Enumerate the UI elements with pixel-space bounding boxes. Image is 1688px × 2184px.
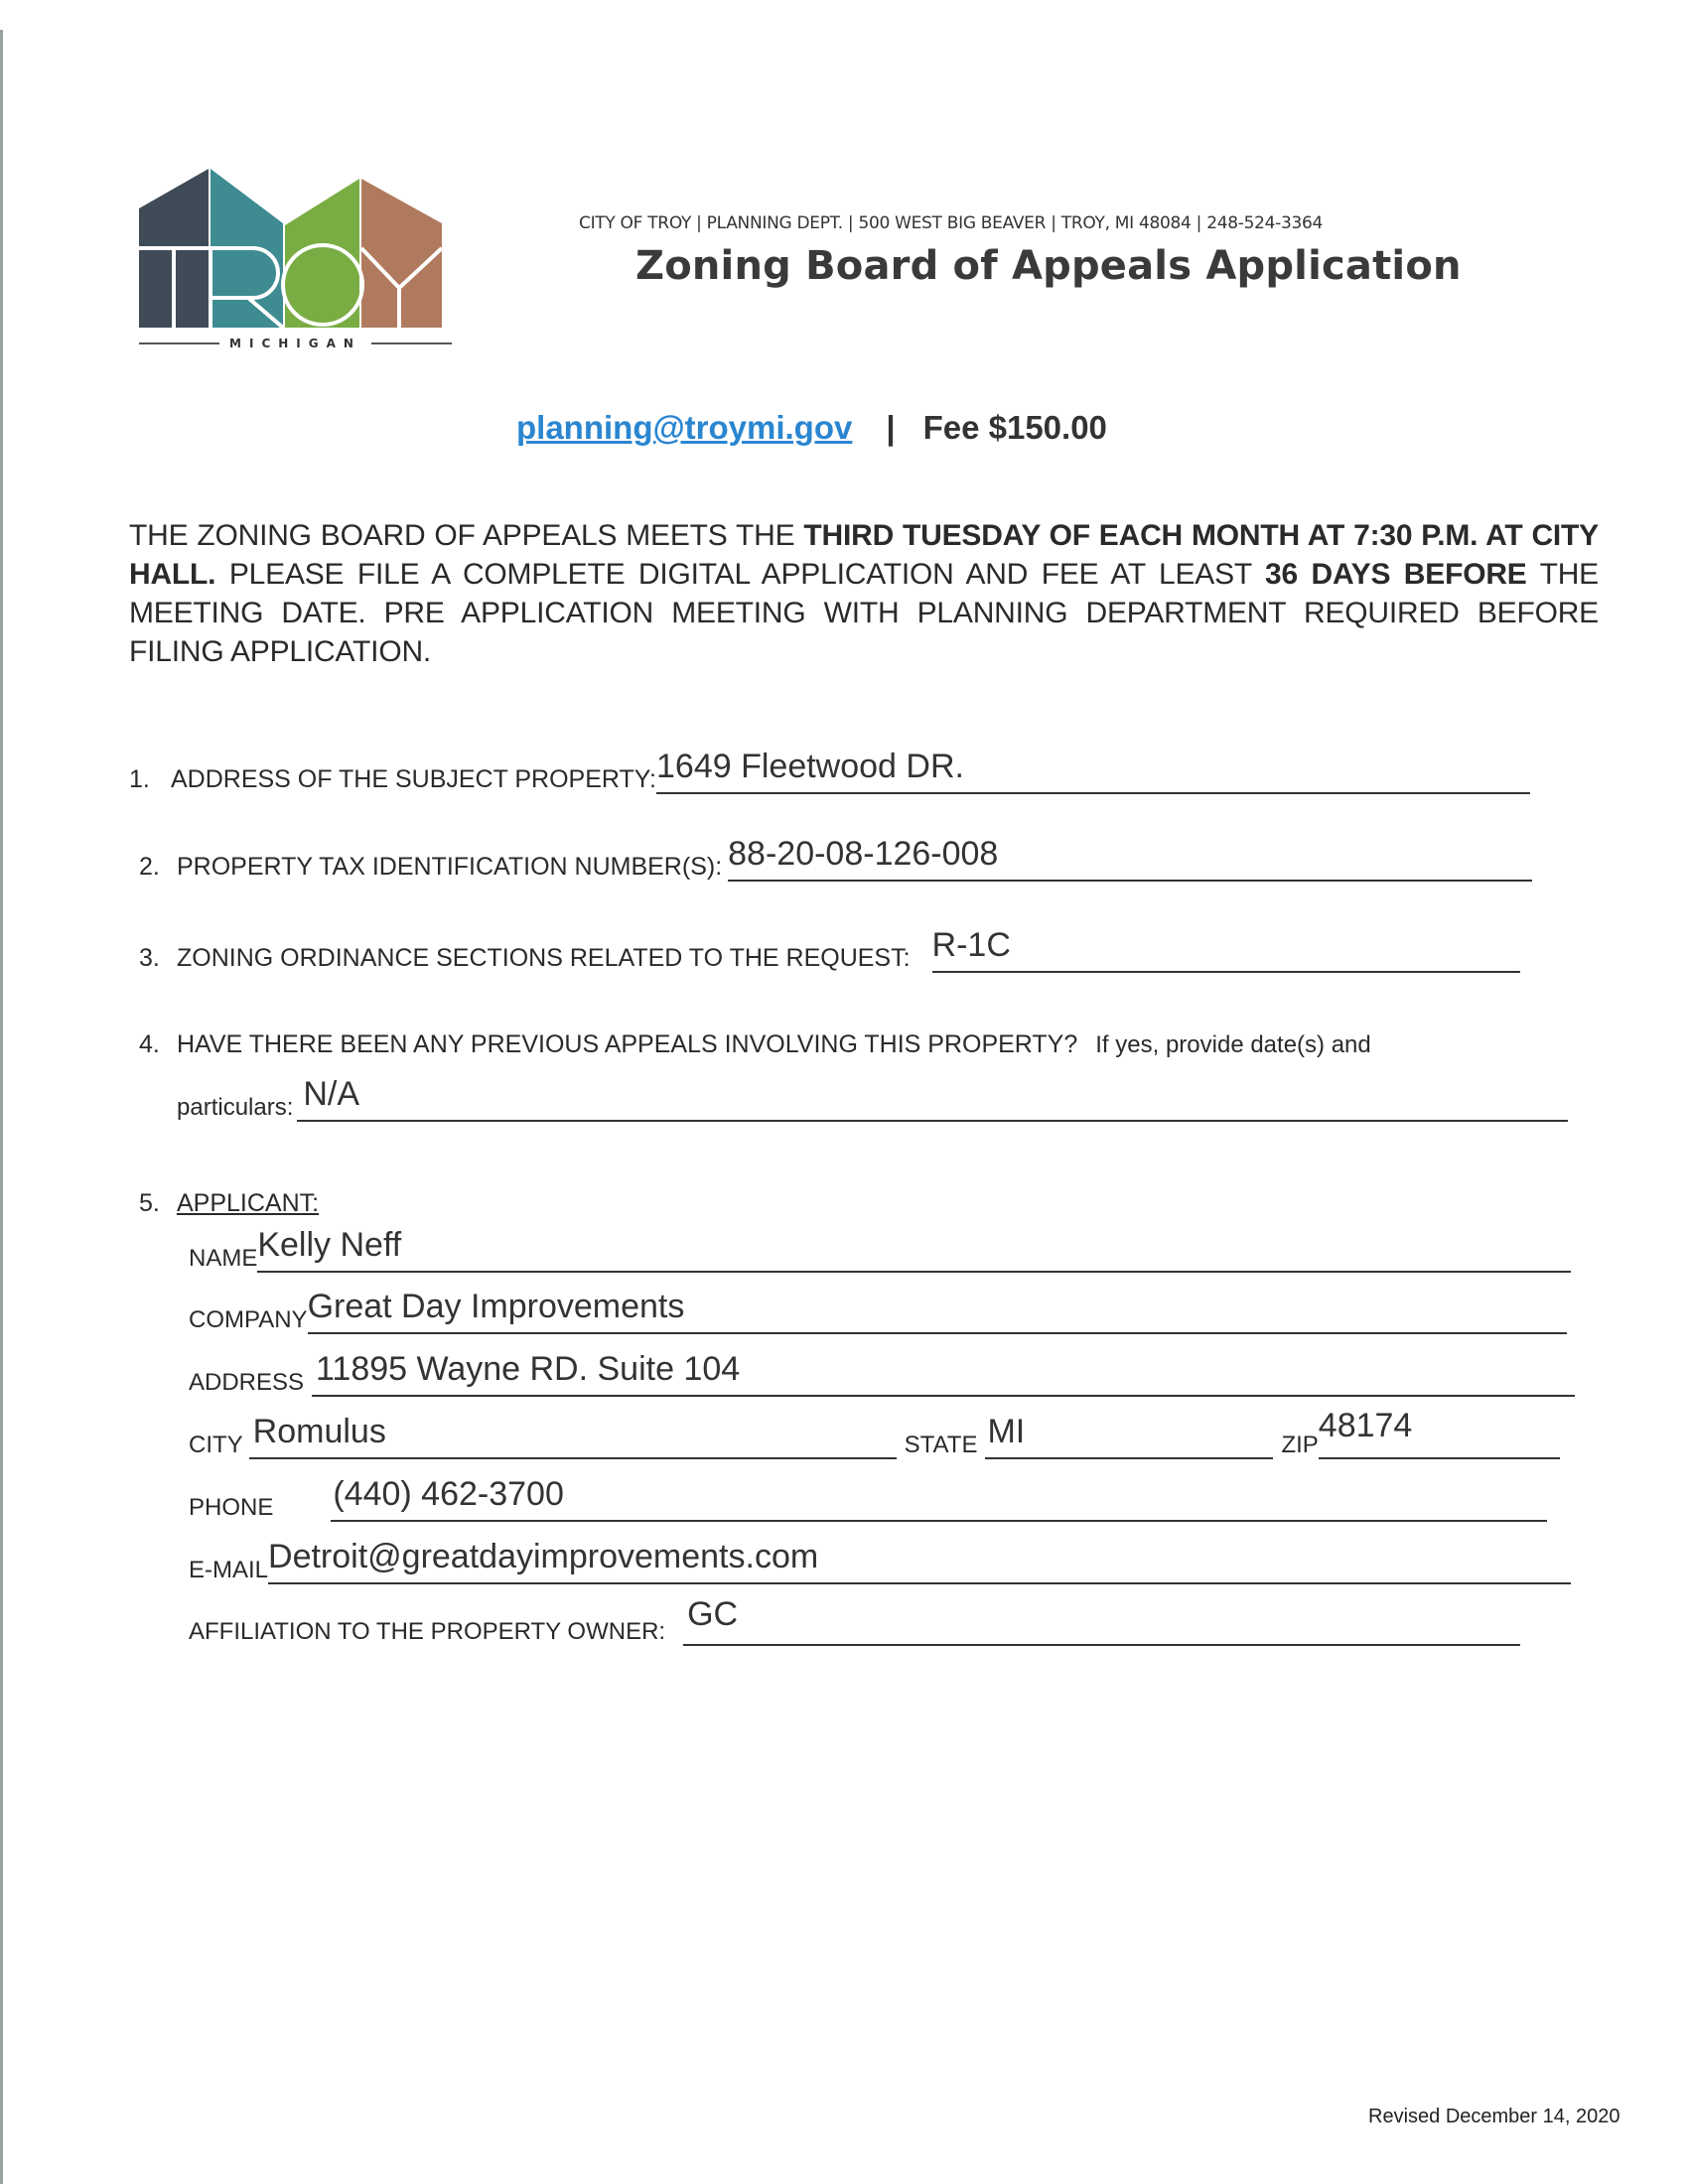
contact-line (516, 409, 1107, 447)
question-4-label: HAVE THERE BEEN ANY PREVIOUS APPEALS INVOLVING THIS PROPERTY? (177, 1030, 1078, 1058)
name-label: NAME (189, 1245, 258, 1272)
property-address-value: 1649 Fleetwood DR. (656, 748, 964, 785)
logo-rule-left (139, 342, 219, 344)
applicant-address-value: 11895 Wayne RD. Suite 104 (316, 1350, 741, 1388)
zoning-sections-value: R-1C (931, 926, 1011, 964)
intro-text-3: THE MEETING DATE. PRE APPLICATION MEETING WITH PLANNING DEPARTMENT REQUIRED BEFORE FILING APPLICATION. (129, 558, 1599, 668)
previous-appeals-field[interactable] (297, 1075, 1568, 1122)
applicant-state-value: MI (987, 1413, 1026, 1450)
applicant-city-field[interactable] (249, 1413, 897, 1459)
applicant-company-row (189, 1288, 1567, 1334)
applicant-address-row (189, 1350, 1575, 1397)
troy-logo (139, 164, 452, 352)
intro-text-1: THE ZONING BOARD OF APPEALS MEETS THE (129, 519, 804, 552)
question-5-label-row (139, 1189, 319, 1218)
email-label: E-MAIL (189, 1557, 269, 1583)
applicant-company-field[interactable] (307, 1288, 1567, 1334)
question-4-hint: If yes, provide date(s) and (1095, 1031, 1371, 1058)
state-label: STATE (904, 1432, 978, 1458)
question-2-row (139, 835, 1532, 882)
applicant-name-field[interactable] (257, 1226, 1571, 1273)
tax-id-field[interactable] (728, 835, 1532, 882)
property-address-field[interactable] (656, 748, 1530, 794)
question-3-row (139, 926, 1520, 973)
zip-label: ZIP (1281, 1432, 1319, 1458)
question-1-number: 1. (129, 765, 150, 793)
applicant-city-value: Romulus (252, 1413, 386, 1450)
applicant-company-value: Great Day Improvements (307, 1288, 685, 1325)
applicant-phone-value: (440) 462-3700 (333, 1475, 564, 1513)
question-3-number: 3. (139, 944, 160, 972)
company-label: COMPANY (189, 1306, 308, 1333)
applicant-heading: APPLICANT: (177, 1189, 320, 1217)
affiliation-label: AFFILIATION TO THE PROPERTY OWNER: (189, 1618, 666, 1645)
applicant-phone-row (189, 1475, 1547, 1522)
applicant-city-state-zip-row (189, 1407, 1560, 1459)
applicant-email-field[interactable] (268, 1538, 1571, 1584)
fee-amount: Fee $150.00 (922, 409, 1107, 446)
intro-bold-deadline: 36 DAYS BEFORE (1265, 558, 1527, 591)
troy-logo-graphic (139, 164, 452, 333)
applicant-name-value: Kelly Neff (257, 1226, 402, 1264)
applicant-name-row (189, 1226, 1571, 1273)
city-label: CITY (189, 1432, 243, 1458)
logo-subtitle (139, 335, 452, 352)
question-2-number: 2. (139, 853, 160, 881)
zoning-sections-field[interactable] (931, 926, 1520, 973)
contact-separator: | (886, 409, 896, 446)
question-4-number: 4. (139, 1030, 160, 1058)
applicant-phone-field[interactable] (331, 1475, 1547, 1522)
applicant-email-value: Detroit@greatdayimprovements.com (268, 1538, 819, 1575)
applicant-email-row (189, 1538, 1571, 1584)
scan-edge (0, 30, 3, 2184)
applicant-zip-value: 48174 (1318, 1407, 1413, 1444)
intro-text-2: PLEASE FILE A COMPLETE DIGITAL APPLICATION AND FEE AT LEAST (215, 558, 1266, 591)
intro-bold-meeting-time: THIRD TUESDAY OF EACH MONTH AT 7:30 P.M. AT CITY HALL. (129, 519, 1599, 591)
applicant-zip-field[interactable] (1318, 1407, 1560, 1459)
logo-rule-right (371, 342, 452, 344)
address-label: ADDRESS (189, 1369, 305, 1396)
phone-label: PHONE (189, 1494, 274, 1521)
affiliation-value: GC (687, 1595, 739, 1633)
question-1-label: ADDRESS OF THE SUBJECT PROPERTY: (171, 765, 657, 793)
question-4-answer-row (177, 1075, 1568, 1122)
affiliation-row (189, 1595, 1520, 1646)
tax-id-value: 88-20-08-126-008 (728, 835, 999, 873)
question-3-label: ZONING ORDINANCE SECTIONS RELATED TO THE REQUEST: (177, 944, 911, 972)
department-address-line: CITY OF TROY | PLANNING DEPT. | 500 WEST BIG BEAVER | TROY, MI 48084 | 248-524-3364 (579, 213, 1324, 233)
meeting-instructions (129, 516, 1599, 671)
applicant-state-field[interactable] (985, 1413, 1273, 1459)
question-2-label: PROPERTY TAX IDENTIFICATION NUMBER(S): (177, 853, 723, 881)
question-1-row (129, 748, 1530, 794)
logo-subtitle-text: MICHIGAN (229, 337, 361, 350)
planning-email-link[interactable]: planning@troymi.gov (516, 409, 853, 446)
question-4-label-row (139, 1030, 1371, 1059)
affiliation-field[interactable] (683, 1595, 1520, 1646)
revision-date: Revised December 14, 2020 (1368, 2106, 1620, 2127)
previous-appeals-value: N/A (303, 1075, 360, 1113)
particulars-label: particulars: (177, 1094, 294, 1121)
page-title: Zoning Board of Appeals Application (635, 243, 1462, 289)
question-5-number: 5. (139, 1189, 160, 1217)
applicant-address-field[interactable] (312, 1350, 1575, 1397)
